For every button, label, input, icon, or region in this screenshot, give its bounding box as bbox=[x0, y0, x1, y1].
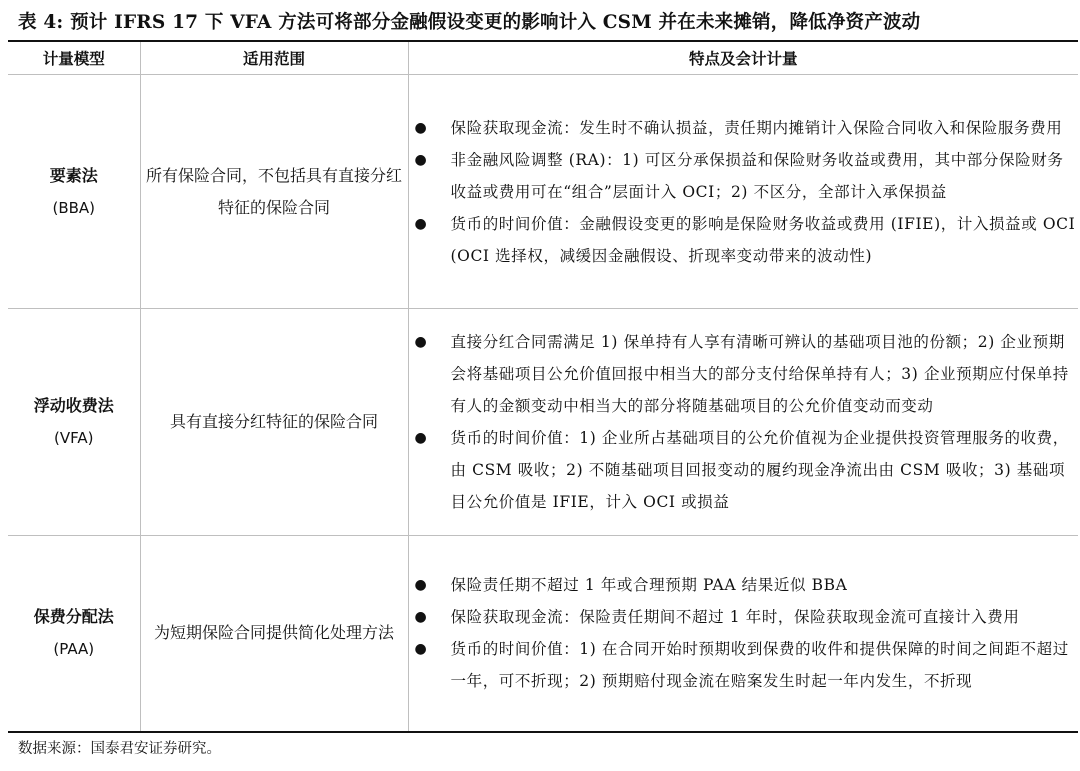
model-name: 浮动收费法 bbox=[33, 396, 114, 415]
feature-text: 货币的时间价值：金融假设变更的影响是保险财务收益或费用 (IFIE)，计入损益或 OCI (OCI 选择权，减缓因金融假设、折现率变动带来的波动性) bbox=[450, 214, 1076, 265]
model-cell bbox=[8, 309, 140, 536]
feature-item bbox=[409, 633, 1079, 697]
feature-item bbox=[409, 422, 1079, 518]
bullet-icon: ● bbox=[414, 577, 427, 594]
model-abbr: (BBA) bbox=[52, 198, 96, 217]
model-name: 保费分配法 bbox=[33, 607, 114, 627]
features-cell bbox=[408, 309, 1078, 536]
table-row-paa bbox=[8, 536, 1078, 732]
model-cell bbox=[8, 75, 140, 309]
header-model: 计量模型 bbox=[8, 41, 140, 75]
feature-text: 保险获取现金流：保险责任期间不超过 1 年时，保险获取现金流可直接计入费用 bbox=[450, 608, 1020, 627]
bullet-icon: ● bbox=[414, 215, 427, 232]
bullet-icon: ● bbox=[414, 430, 427, 446]
features-cell bbox=[408, 536, 1078, 732]
bullet-icon: ● bbox=[414, 119, 427, 136]
feature-item bbox=[409, 569, 1079, 601]
feature-text: 货币的时间价值：1) 在合同开始时预期收到保费的收件和提供保障的时间之间距不超过一年，可不折现；2) 预期赔付现金流在赔案发生时起一年内发生，不折现 bbox=[450, 640, 1069, 691]
model-abbr: (PAA) bbox=[53, 640, 95, 659]
feature-text: 直接分红合同需满足 1) 保单持有人享有清晰可辨认的基础项目池的份额；2) 企业预期会将基础项目公允价值回报中相当大的部分支付给保单持有人；3) 企业预期应付保单持有人的金额变动中相当大的部分将随基础项目的公允价值变动而变动 bbox=[450, 333, 1069, 415]
scope-cell: 具有直接分红特征的保险合同 bbox=[140, 309, 408, 536]
header-features: 特点及会计计量 bbox=[408, 41, 1078, 75]
feature-item bbox=[409, 144, 1079, 208]
feature-item bbox=[409, 326, 1079, 422]
header-scope: 适用范围 bbox=[140, 41, 408, 75]
feature-text: 保险责任期不超过 1 年或合理预期 PAA 结果近似 BBA bbox=[450, 576, 848, 595]
model-abbr: (VFA) bbox=[54, 429, 94, 447]
feature-item bbox=[409, 601, 1079, 633]
features-cell bbox=[408, 75, 1078, 309]
table-title: 表 4: 预计 IFRS 17 下 VFA 方法可将部分金融假设变更的影响计入 CSM 并在未来摊销，降低净资产波动 bbox=[18, 12, 921, 33]
feature-item bbox=[409, 208, 1079, 272]
feature-text: 货币的时间价值：1) 企业所占基础项目的公允价值视为企业提供投资管理服务的收费，由 CSM 吸收；2) 不随基础项目回报变动的履约现金净流出由 CSM 吸收；3) 基础项目公允价值是 IFIE，计入 OCI 或损益 bbox=[450, 429, 1069, 511]
data-source-note: 数据来源：国泰君安证券研究。 bbox=[18, 741, 221, 757]
feature-text: 非金融风险调整 (RA)：1) 可区分承保损益和保险财务收益或费用，其中部分保险财务收益或费用可在“组合”层面计入 OCI；2) 不区分，全部计入承保损益 bbox=[450, 150, 1064, 201]
table-row-bba bbox=[8, 75, 1078, 309]
bullet-icon: ● bbox=[414, 151, 427, 168]
feature-item bbox=[409, 112, 1079, 144]
scope-cell: 为短期保险合同提供简化处理方法 bbox=[140, 536, 408, 732]
bullet-icon: ● bbox=[414, 641, 427, 658]
scope-cell: 所有保险合同，不包括具有直接分红特征的保险合同 bbox=[140, 75, 408, 309]
feature-text: 保险获取现金流：发生时不确认损益，责任期内摊销计入保险合同收入和保险服务费用 bbox=[450, 118, 1063, 137]
measurement-model-table bbox=[8, 40, 1078, 733]
table-row-vfa bbox=[8, 309, 1078, 536]
model-name: 要素法 bbox=[49, 165, 98, 185]
header-row bbox=[8, 41, 1078, 75]
bullet-icon: ● bbox=[414, 334, 427, 350]
bullet-icon: ● bbox=[414, 609, 427, 626]
model-cell bbox=[8, 536, 140, 732]
